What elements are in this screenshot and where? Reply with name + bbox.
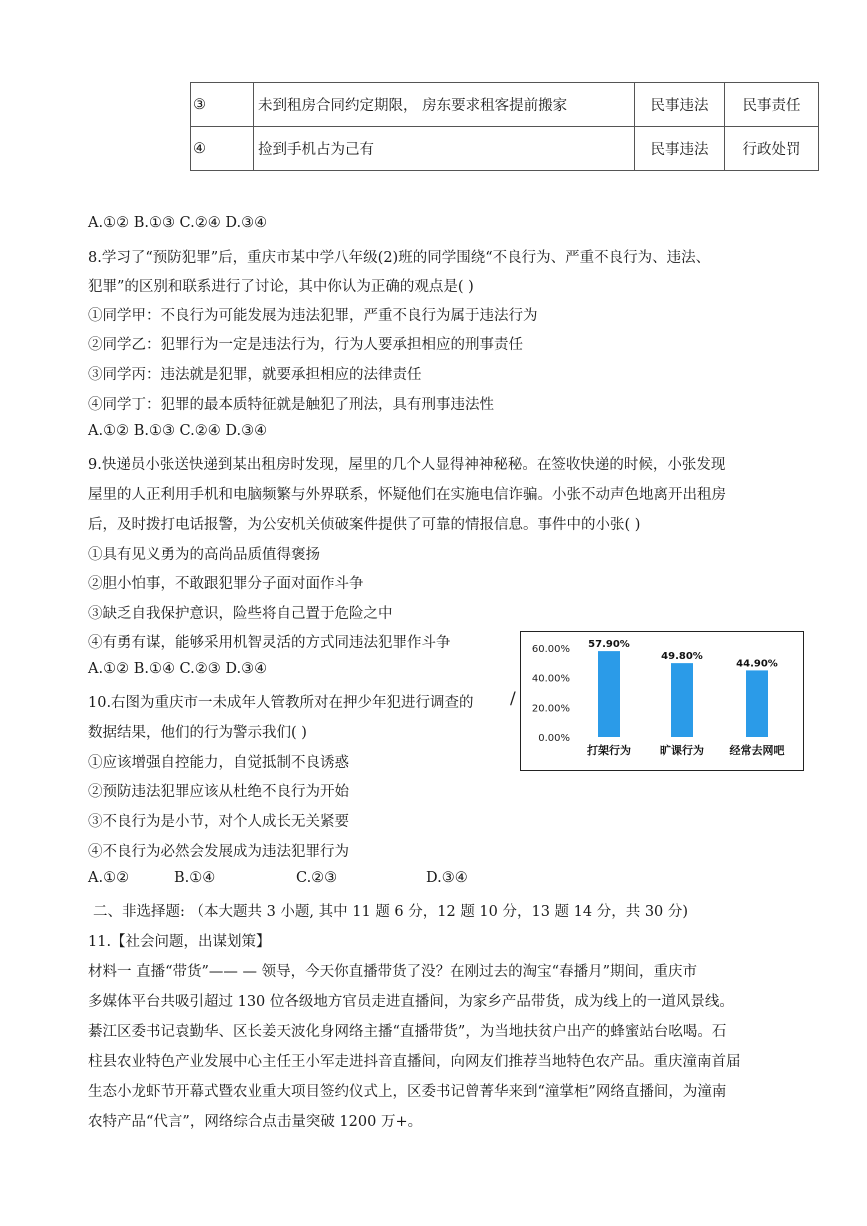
- table-cell-type: 民事违法: [635, 127, 725, 171]
- bar: [671, 663, 693, 737]
- data-label: 44.90%: [736, 658, 778, 670]
- q8-stem-line2: 犯罪”的区别和联系进行了讨论，其中你认为正确的观点是( ): [88, 279, 474, 295]
- chart-svg: [521, 632, 802, 769]
- stray-mark: /: [510, 689, 516, 709]
- q8-stem-line1: 8.学习了“预防犯罪”后，重庆市某中学八年级(2)班的同学围绕“不良行为、严重不良行为、违法、: [88, 250, 711, 266]
- y-tick-label: 0.00%: [538, 733, 570, 744]
- q11-material-line5: 生态小龙虾节开幕式暨农业重大项目签约仪式上，区委书记曾菁华来到“潼掌柜”网络直播间，为潼南: [88, 1084, 727, 1100]
- q10-option-a: A.①②: [88, 870, 130, 886]
- q8-options: A.①② B.①③ C.②④ D.③④: [88, 423, 268, 439]
- category-label: 打架行为: [587, 744, 631, 757]
- q11-material-line1: 材料一 直播“带货”—— — 领导，今天你直播带货了没？在刚过去的淘宝“春播月”期间，重庆市: [88, 964, 697, 980]
- q9-item-3: ③缺乏自我保护意识，险些将自己置于危险之中: [88, 606, 393, 622]
- q8-item-4: ④同学丁：犯罪的最本质特征就是触犯了刑法，具有刑事违法性: [88, 397, 494, 413]
- q9-stem-line3: 后，及时拨打电话报警，为公安机关侦破案件提供了可靠的情报信息。事件中的小张( ): [88, 517, 641, 533]
- category-label: 经常去网吧: [729, 744, 785, 757]
- table-cell-description: 捡到手机占为己有: [254, 127, 635, 171]
- question-table: [190, 82, 819, 171]
- bar: [598, 651, 620, 737]
- data-label: 49.80%: [661, 651, 703, 663]
- q10-option-c: C.②③: [296, 870, 338, 886]
- q9-item-1: ①具有见义勇为的高尚品质值得褒扬: [88, 547, 320, 563]
- q11-material-line6: 农特产品“代言”，网络综合点击量突破 1200 万+。: [88, 1114, 423, 1130]
- q11-material-line4: 柱县农业特色产业发展中心主任王小军走进抖音直播间，向网友们推荐当地特色农产品。重庆潼南首届: [88, 1054, 741, 1070]
- q9-item-4: ④有勇有谋，能够采用机智灵活的方式同违法犯罪作斗争: [88, 635, 451, 651]
- table-row: [191, 83, 819, 127]
- q10-item-3: ③不良行为是小节，对个人成长无关紧要: [88, 814, 349, 830]
- table-cell-description: 未到租房合同约定期限， 房东要求租客提前搬家: [254, 83, 635, 127]
- q8-item-1: ①同学甲：不良行为可能发展为违法犯罪，严重不良行为属于违法行为: [88, 308, 538, 324]
- q10-option-d: D.③④: [426, 870, 468, 886]
- q8-item-3: ③同学丙：违法就是犯罪，就要承担相应的法律责任: [88, 367, 422, 383]
- q9-item-2: ②胆小怕事，不敢跟犯罪分子面对面作斗争: [88, 576, 364, 592]
- bar: [746, 670, 768, 737]
- q9-stem-line2: 屋里的人正利用手机和电脑频繁与外界联系，怀疑他们在实施电信诈骗。小张不动声色地离开出租房: [88, 487, 726, 503]
- q10-item-1: ①应该增强自控能力，自觉抵制不良诱惑: [88, 755, 349, 771]
- q10-stem-line2: 数据结果，他们的行为警示我们( ): [88, 725, 307, 741]
- y-tick-label: 40.00%: [531, 673, 570, 685]
- y-tick-label: 20.00%: [531, 703, 570, 715]
- data-label: 57.90%: [588, 639, 630, 651]
- category-label: 旷课行为: [660, 744, 704, 757]
- q9-stem-line1: 9.快递员小张送快递到某出租房时发现，屋里的几个人显得神神秘秘。在签收快递的时候，小张发现: [88, 457, 726, 473]
- q10-stem-line1: 10.右图为重庆市一未成年人管教所对在押少年犯进行调查的: [88, 695, 474, 711]
- q7-options: A.①② B.①③ C.②④ D.③④: [88, 215, 268, 231]
- q8-item-2: ②同学乙：犯罪行为一定是违法行为，行为人要承担相应的刑事责任: [88, 337, 523, 353]
- q9-options: A.①② B.①④ C.②③ D.③④: [88, 661, 268, 677]
- q10-item-2: ②预防违法犯罪应该从杜绝不良行为开始: [88, 784, 349, 800]
- table-cell-liability: 民事责任: [725, 83, 819, 127]
- y-tick-label: 60.00%: [531, 644, 570, 655]
- q11-title: 11.【社会问题，出谋划策】: [88, 934, 271, 950]
- q10-item-4: ④不良行为必然会发展成为违法犯罪行为: [88, 844, 349, 860]
- table-cell-type: 民事违法: [635, 83, 725, 127]
- q11-material-line3: 綦江区委书记袁勤华、区长姜天波化身网络主播“直播带货”，为当地扶贫户出产的蜂蜜站台吆喝。石: [88, 1024, 727, 1040]
- q11-material-line2: 多媒体平台共吸引超过 130 位各级地方官员走进直播间，为家乡产品带货，成为线上的一道风景线。: [88, 994, 734, 1010]
- table-cell-liability: 行政处罚: [725, 127, 819, 171]
- table-cell-number: ③: [191, 83, 254, 127]
- bar-chart: [520, 631, 804, 771]
- table-cell-number: ④: [191, 127, 254, 171]
- section-heading: 二、非选择题: （本大题共 3 小题, 其中 11 题 6 分，12 题 10 分，13 题 14 分，共 30 分): [93, 904, 689, 920]
- table-row: [191, 127, 819, 171]
- q10-option-b: B.①④: [174, 870, 216, 886]
